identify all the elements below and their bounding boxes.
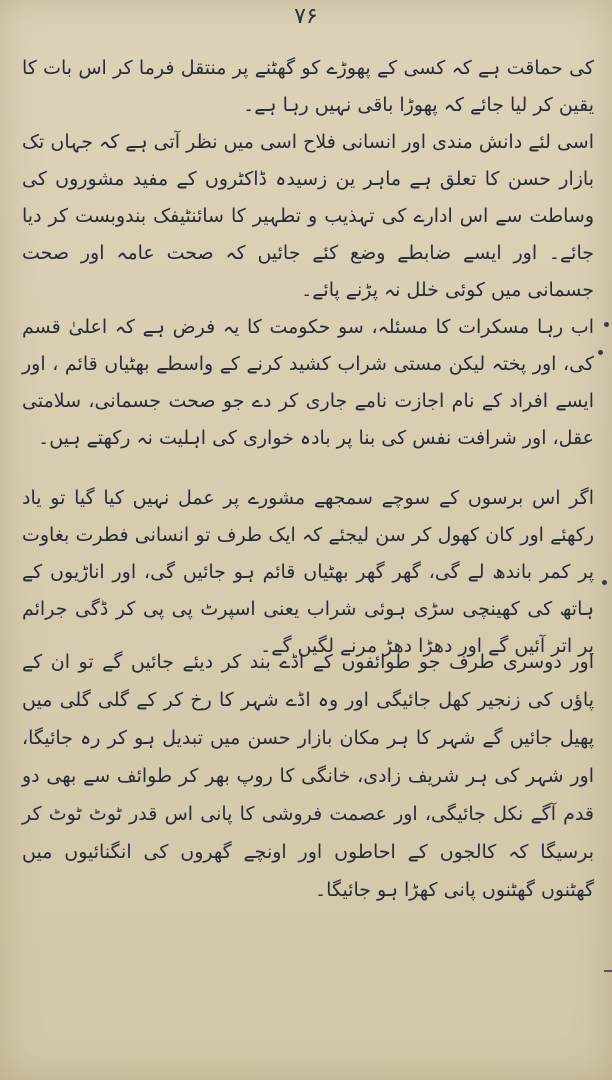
- text-section-3: [22, 643, 594, 909]
- paragraph: اب رہا مسکرات کا مسئلہ، سو حکومت کا یہ فرض ہے کہ اعلیٰ قسم کی، اور پختہ لیکن مستی شراب کشید کرنے کے واسطے بھٹیاں قائم ، اور ایسے افراد کے نام اجازت نامے جاری کر دے جو صحت جسمانی، سلامتی عقل، اور شرافت نفس کی بنا پر بادہ خواری کی اہلیت نہ رکھتے ہیں۔: [22, 316, 594, 449]
- margin-dot: [602, 580, 607, 585]
- text-section-2: [22, 480, 594, 665]
- margin-dot: [598, 350, 603, 355]
- paragraph: اور دوسری طرف جو طوائفوں کے اڈے بند کر دیئے جائیں گے تو ان کے پاؤں کی زنجیر کھل جائیگی اور وہ اڈے شہر کا رخ کر کے گلی گلی میں پھیل جائیں گے شہر کا ہر مکان بازار حسن میں تبدیل ہو کر رہ جائیگا، اور شہر کی ہر شریف زادی، خانگی کا روپ بھر کر طوائف سے بھی دو قدم آگے نکل جائیگی، اور عصمت فروشی کا پانی اس قدر ٹوٹ ٹوٹ کر برسیگا کہ کالجوں کے احاطوں اور اونچے گھروں کی انگنائیوں میں گھٹنوں گھٹنوں پانی کھڑا ہو جائیگا۔: [22, 651, 594, 901]
- text-section-1: [22, 50, 594, 457]
- paragraph: کی حماقت ہے کہ کسی کے پھوڑے کو گھٹنے پر منتقل فرما کر اس بات کا یقین کر لیا جائے کہ پھوڑا باقی نہیں رہا ہے۔: [22, 57, 594, 116]
- margin-dot: [604, 322, 609, 327]
- paragraph: اگر اس برسوں کے سوچے سمجھے مشورے پر عمل نہیں کیا گیا تو یاد رکھئے اور کان کھول کر سن لیجئے کہ ایک طرف تو انسانی فطرت بغاوت پر کمر باندھ لے گی، گھر گھر بھٹیاں قائم ہو جائیں گی، اور اناڑیوں کے ہاتھ کی کھینچی سڑی ہوئی شراب یعنی اسپرٹ پی پی کر ڈگی جرائم پر اتر آئیں گے اور دھڑا دھڑ مرنے لگیں گے۔: [22, 487, 594, 657]
- page-edge-mark: [604, 970, 612, 972]
- paragraph: اسی لئے دانش مندی اور انسانی فلاح اسی میں نظر آتی ہے کہ جہاں تک بازار حسن کا تعلق ہے ماہر ین زسیدہ ڈاکٹروں کے مفید مشوروں کی وساطت سے اس ادارے کی تہذیب و تطہیر کا سائنٹیفک بندوبست کر دیا جائے۔ اور ایسے ضابطے وضع کئے جائیں کہ صحت عامہ اور صحت جسمانی میں کوئی خلل نہ پڑنے پائے۔: [22, 131, 594, 301]
- page-number: ۷۶: [294, 4, 318, 29]
